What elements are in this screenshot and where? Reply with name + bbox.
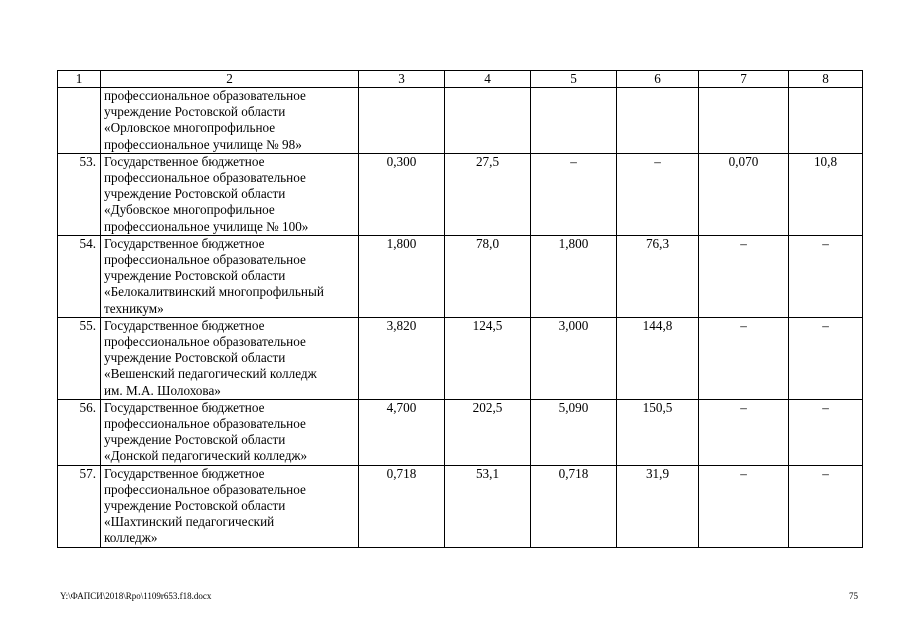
footer-file-path: Y:\ФАПСИ\2018\Rpo\1109r653.f18.docx xyxy=(60,591,212,601)
institution-name-line: профессиональное училище № 100» xyxy=(104,218,309,234)
column-header-3: 3 xyxy=(359,71,445,88)
institution-name-line: Государственное бюджетное xyxy=(104,399,265,415)
value-col-8: – xyxy=(789,317,863,399)
institution-name-line: колледж» xyxy=(104,530,158,546)
institution-name-line: профессиональное образовательное xyxy=(104,334,306,350)
value-col-5: 1,800 xyxy=(531,235,617,317)
value-col-3 xyxy=(359,88,445,154)
institution-name-line: учреждение Ростовской области xyxy=(104,104,286,120)
value-col-7: – xyxy=(699,465,789,547)
institution-name-line: учреждение Ростовской области xyxy=(104,186,286,202)
table-row xyxy=(58,317,863,399)
value-col-3: 0,300 xyxy=(359,153,445,235)
institution-name-line: учреждение Ростовской области xyxy=(104,432,286,448)
institution-name-line: учреждение Ростовской области xyxy=(104,268,286,284)
institution-name-line: профессиональное образовательное xyxy=(104,170,306,186)
institution-name-line: Государственное бюджетное xyxy=(104,465,265,481)
column-header-7: 7 xyxy=(699,71,789,88)
page-number: 75 xyxy=(849,591,858,601)
value-col-8 xyxy=(789,88,863,154)
institution-name-line: Государственное бюджетное xyxy=(104,317,265,333)
value-col-6 xyxy=(617,88,699,154)
row-number: 53. xyxy=(58,153,101,235)
institution-name-line: Государственное бюджетное xyxy=(104,235,265,251)
value-col-4: 78,0 xyxy=(445,235,531,317)
institution-name-line: профессиональное образовательное xyxy=(104,481,306,497)
institution-name-line: техникум» xyxy=(104,300,164,316)
column-header-2: 2 xyxy=(101,71,359,88)
column-header-6: 6 xyxy=(617,71,699,88)
value-col-3: 3,820 xyxy=(359,317,445,399)
institution-name-line: профессиональное образовательное xyxy=(104,88,306,103)
row-number: 56. xyxy=(58,399,101,465)
value-col-4 xyxy=(445,88,531,154)
value-col-6: 144,8 xyxy=(617,317,699,399)
table-row xyxy=(58,235,863,317)
value-col-8: 10,8 xyxy=(789,153,863,235)
institution-name-line: профессиональное образовательное xyxy=(104,252,306,268)
table-row xyxy=(58,399,863,465)
value-col-7: – xyxy=(699,317,789,399)
institution-name-line: им. М.А. Шолохова» xyxy=(104,382,221,398)
value-col-6: 76,3 xyxy=(617,235,699,317)
table-row xyxy=(58,153,863,235)
institution-name-line: «Дубовское многопрофильное xyxy=(104,202,275,218)
value-col-4: 124,5 xyxy=(445,317,531,399)
institution-name-line: профессиональное образовательное xyxy=(104,416,306,432)
value-col-5: 5,090 xyxy=(531,399,617,465)
table-header-row xyxy=(58,71,863,88)
institution-name xyxy=(101,317,359,399)
column-header-4: 4 xyxy=(445,71,531,88)
value-col-3: 0,718 xyxy=(359,465,445,547)
row-number: 54. xyxy=(58,235,101,317)
value-col-4: 27,5 xyxy=(445,153,531,235)
institution-name xyxy=(101,465,359,547)
value-col-3: 4,700 xyxy=(359,399,445,465)
value-col-7: – xyxy=(699,235,789,317)
institution-name-line: «Шахтинский педагогический xyxy=(104,514,275,530)
column-header-5: 5 xyxy=(531,71,617,88)
value-col-5 xyxy=(531,88,617,154)
institution-name xyxy=(101,153,359,235)
value-col-4: 202,5 xyxy=(445,399,531,465)
value-col-5: – xyxy=(531,153,617,235)
row-number: 55. xyxy=(58,317,101,399)
value-col-4: 53,1 xyxy=(445,465,531,547)
row-number xyxy=(58,88,101,154)
value-col-6: 150,5 xyxy=(617,399,699,465)
data-table xyxy=(57,70,863,548)
column-header-1: 1 xyxy=(58,71,101,88)
value-col-3: 1,800 xyxy=(359,235,445,317)
institution-name-line: учреждение Ростовской области xyxy=(104,498,286,514)
institution-name-line: профессиональное училище № 98» xyxy=(104,136,302,152)
value-col-5: 0,718 xyxy=(531,465,617,547)
value-col-7 xyxy=(699,88,789,154)
institution-name-line: учреждение Ростовской области xyxy=(104,350,286,366)
value-col-6: – xyxy=(617,153,699,235)
institution-name xyxy=(101,235,359,317)
value-col-8: – xyxy=(789,399,863,465)
column-header-8: 8 xyxy=(789,71,863,88)
table-row xyxy=(58,465,863,547)
value-col-5: 3,000 xyxy=(531,317,617,399)
table-row xyxy=(58,88,863,154)
table-body xyxy=(58,71,863,548)
institution-name-line: Государственное бюджетное xyxy=(104,153,265,169)
row-number: 57. xyxy=(58,465,101,547)
institution-name-line: «Орловское многопрофильное xyxy=(104,120,276,136)
value-col-6: 31,9 xyxy=(617,465,699,547)
institution-name-line: «Донской педагогический колледж» xyxy=(104,448,308,464)
value-col-8: – xyxy=(789,235,863,317)
institution-name-line: «Белокалитвинский многопрофильный xyxy=(104,284,324,300)
value-col-7: – xyxy=(699,399,789,465)
institution-name xyxy=(101,399,359,465)
institution-name xyxy=(101,88,359,154)
value-col-8: – xyxy=(789,465,863,547)
institution-name-line: «Вешенский педагогический колледж xyxy=(104,366,317,382)
value-col-7: 0,070 xyxy=(699,153,789,235)
